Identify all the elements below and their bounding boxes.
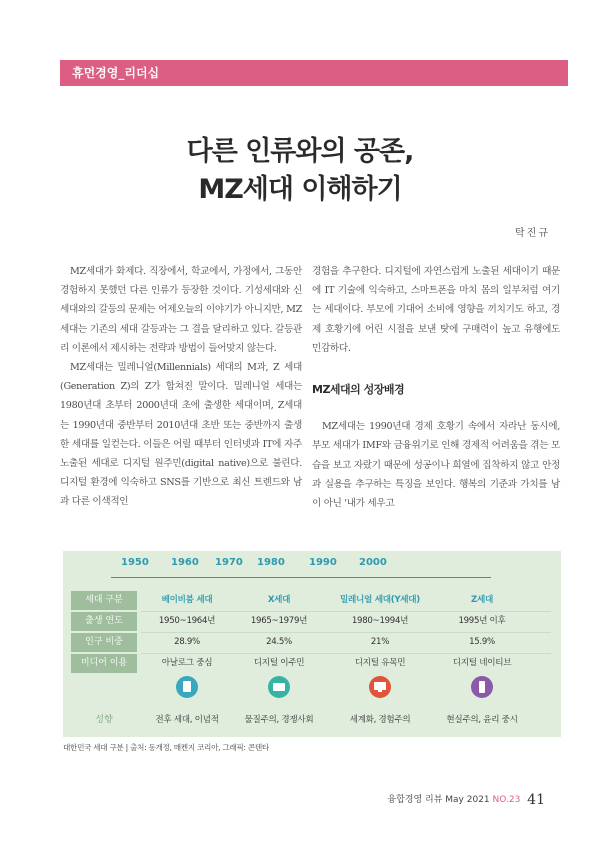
generation-cell: X세대 bbox=[267, 595, 291, 605]
year-label: 1990 bbox=[309, 557, 337, 568]
document-icon bbox=[176, 676, 198, 698]
table-row bbox=[63, 633, 561, 652]
monitor-icon bbox=[369, 676, 391, 698]
birth-year-cell: 1950~1964년 bbox=[158, 616, 216, 626]
table-row bbox=[63, 612, 561, 631]
tendency-cell: 현실주의, 윤리 중시 bbox=[446, 715, 518, 725]
tendency-cell: 세계화, 경험주의 bbox=[349, 715, 411, 725]
row-label: 미디어 이용 bbox=[71, 654, 137, 673]
row-label: 성향 bbox=[95, 715, 113, 725]
year-label: 1980 bbox=[257, 557, 285, 568]
birth-year-cell: 1980~1994년 bbox=[351, 616, 409, 626]
paragraph: MZ세대는 1990년대 경제 호황기 속에서 자라난 동시에, 부모 세대가 IMF와 금융위기로 인해 경제적 어려움을 겪는 모습을 보고 자랐기 때문에 성공이나 희열에 집착하지 않고 안정과 실용을 추구하는 특징을 보인다. 행복의 기준과 가치를 남이 아닌 '내가 세우고 bbox=[312, 421, 560, 510]
article-title bbox=[0, 133, 600, 209]
tv-icon bbox=[268, 676, 290, 698]
generation-cell: Z세대 bbox=[471, 595, 493, 605]
paragraph: MZ세대는 밀레니얼(Millennials) 세대의 M과, Z 세대(Generation Z)의 Z가 합쳐진 말이다. 밀레니얼 세대는 1980년대 초부터 2000년대 초에 출생한 세대이며, Z세대는 1990년대 중반부터 2010년대 초반 또는 중반까지 출생한 세대를 일컫는다. 이들은 어릴 때부터 인터넷과 IT에 자주 노출된 세대로 디지털 원주민(digital native)으로 불린다. 디지털 환경에 익숙하고 SNS를 기반으로 최신 트렌드와 남과 다른 이색적인 bbox=[60, 362, 302, 508]
population-share-cell: 21% bbox=[370, 637, 390, 647]
population-share-cell: 24.5% bbox=[266, 637, 292, 647]
author-name: 탁진규 bbox=[515, 228, 550, 239]
table-row bbox=[63, 591, 561, 610]
row-label: 출생 연도 bbox=[71, 612, 137, 631]
left-column bbox=[60, 262, 302, 512]
generation-table bbox=[63, 551, 561, 737]
tendency-cell: 전후 세대, 이념적 bbox=[155, 715, 219, 725]
generation-cell: 밀레니얼 세대(Y세대) bbox=[340, 595, 420, 605]
year-label: 1950 bbox=[121, 557, 149, 568]
subheading: MZ세대의 성장배경 bbox=[312, 383, 405, 397]
section-bar bbox=[60, 60, 568, 86]
title-line-1: 다른 인류와의 공존, bbox=[186, 136, 414, 167]
media-cell: 디지털 유목민 bbox=[354, 658, 406, 668]
issue-date: May 2021 bbox=[445, 795, 490, 805]
right-column bbox=[312, 262, 560, 513]
year-timeline bbox=[63, 557, 561, 575]
tendency-cell: 물질주의, 경쟁사회 bbox=[244, 715, 314, 725]
timeline-line bbox=[111, 577, 491, 578]
media-cell: 디지털 네이티브 bbox=[452, 658, 512, 668]
row-label: 인구 비중 bbox=[71, 633, 137, 652]
year-label: 1970 bbox=[215, 557, 243, 568]
year-label: 1960 bbox=[171, 557, 199, 568]
generation-cell: 베이비붐 세대 bbox=[161, 595, 213, 605]
paragraph: 경험을 추구한다. 디지털에 자연스럽게 노출된 세대이기 때문에 IT 기술에 익숙하고, 스마트폰을 마치 몸의 일부처럼 여기는 세대이다. 부모에 기대어 소비에 영향을 끼치기도 하고, 경제 호황기에 어린 시절을 보낸 탓에 구매력이 높고 유행에도 민감하다. bbox=[312, 266, 560, 354]
section-label: 휴먼경영_리더십 bbox=[72, 66, 160, 80]
media-cell: 아날로그 중심 bbox=[161, 658, 213, 668]
magazine-name: 융합경영 리뷰 bbox=[387, 795, 443, 805]
issue-number: NO.23 bbox=[492, 795, 521, 805]
title-line-2: MZ세대 이해하기 bbox=[198, 174, 402, 205]
year-label: 2000 bbox=[359, 557, 387, 568]
media-cell: 디지털 이주민 bbox=[253, 658, 305, 668]
smartphone-icon bbox=[471, 676, 493, 698]
population-share-cell: 28.9% bbox=[174, 637, 200, 647]
population-share-cell: 15.9% bbox=[469, 637, 495, 647]
birth-year-cell: 1995년 이후 bbox=[458, 616, 506, 626]
row-label: 세대 구분 bbox=[71, 591, 137, 610]
birth-year-cell: 1965~1979년 bbox=[250, 616, 308, 626]
page-number: 41 bbox=[527, 792, 545, 808]
table-row bbox=[63, 711, 561, 730]
paragraph: MZ세대가 화제다. 직장에서, 학교에서, 가정에서, 그동안 경험하지 못했던 다른 인류가 등장한 것이다. 기성세대와 신세대와의 갈등의 문제는 어제오늘의 이야기가 아니지만, MZ세대는 기존의 세대 갈등과는 그 결을 달리하고 있다. 갈등관리 이론에서 제시하는 전략과 방법이 들어맞지 않는다. bbox=[60, 266, 302, 354]
page-footer bbox=[387, 792, 545, 808]
table-caption: 대한민국 세대 구분 | 출처: 동개정, 매켄지 코리아, 그래픽: 콘텐타 bbox=[63, 743, 269, 752]
table-row bbox=[63, 654, 561, 710]
